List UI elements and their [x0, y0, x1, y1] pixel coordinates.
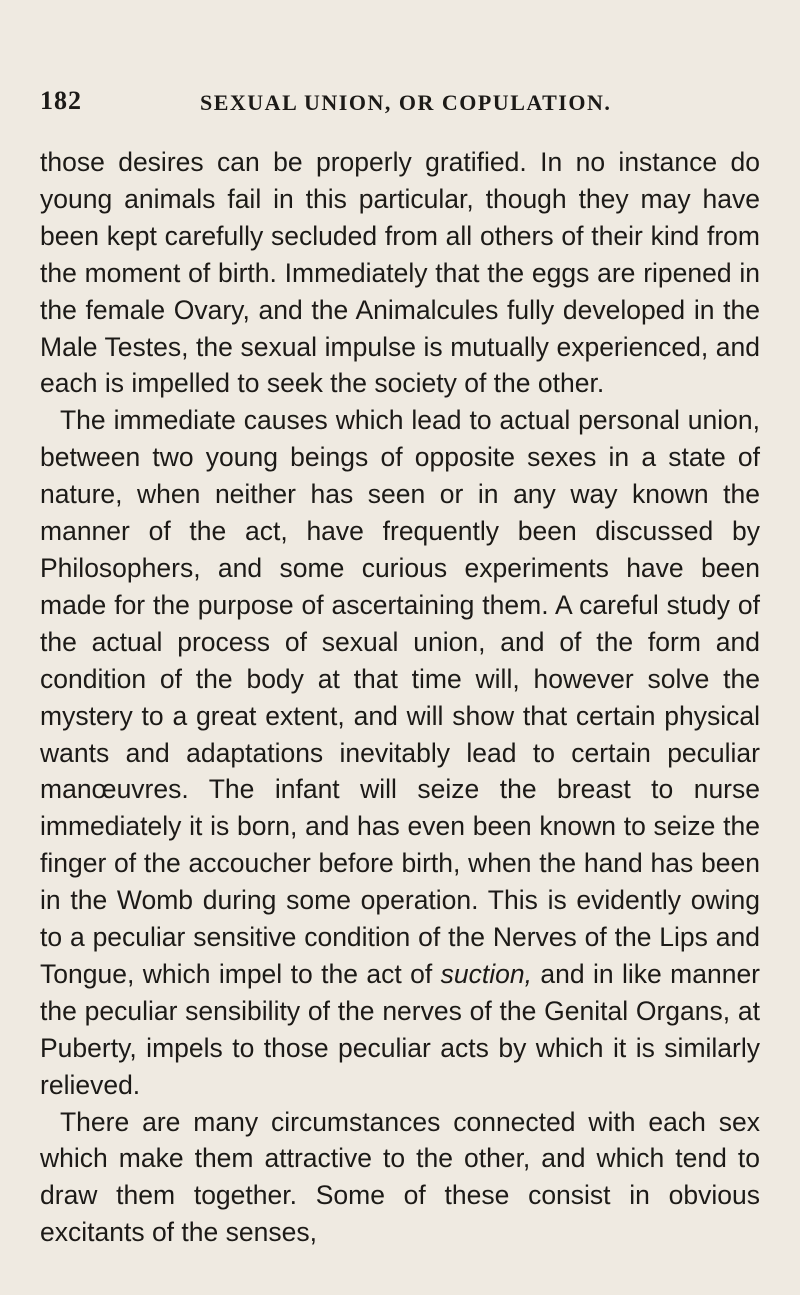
page-number: 182	[40, 86, 82, 115]
body-text	[40, 144, 760, 1251]
paragraph-text: The immediate causes which lead to actual personal union, between two young beings of opposite sexes in a state of nature, when neither has seen or in any way known the manner of the act, have frequently been discussed by Philosophers, and some curious experiments have been made for the purpose of ascertaining them. A careful study of the actual process of sexual union, and of the form and condition of the body at that time will, however solve the mystery to a great extent, and will show that certain physical wants and adaptations inevitably lead to certain peculiar manœuvres. The infant will seize the breast to nurse immediately it is born, and has even been known to seize the finger of the accoucher before birth, when the hand has been in the Womb during some operation. This is evidently owing to a peculiar sensitive condition of the Nerves of the Lips and Tongue, which impel to the act of	[40, 405, 760, 989]
running-head: SEXUAL UNION, OR COPULATION.	[200, 90, 612, 115]
emphasized-word: suction,	[440, 958, 532, 989]
paragraph	[40, 402, 760, 1103]
paragraph: There are many circumstances connected with each sex which make them attractive to the other, and which tend to draw them together. Some of these consist in obvious excitants of the senses,	[40, 1106, 760, 1248]
page-header	[40, 86, 760, 120]
paragraph-text: and in like manner the peculiar sensibility of the nerves of the Genital Organs, at Puberty, impels to those peculiar acts by which it is similarly relieved.	[40, 958, 761, 1100]
paragraph: those desires can be properly gratified. In no instance do young animals fail in this particular, though they may have been kept carefully secluded from all others of their kind from the moment of birth. Immediately that the eggs are ripened in the female Ovary, and the Animalcules fully developed in the Male Testes, the sexual impulse is mutually experienced, and each is impelled to seek the society of the other.	[40, 147, 760, 399]
